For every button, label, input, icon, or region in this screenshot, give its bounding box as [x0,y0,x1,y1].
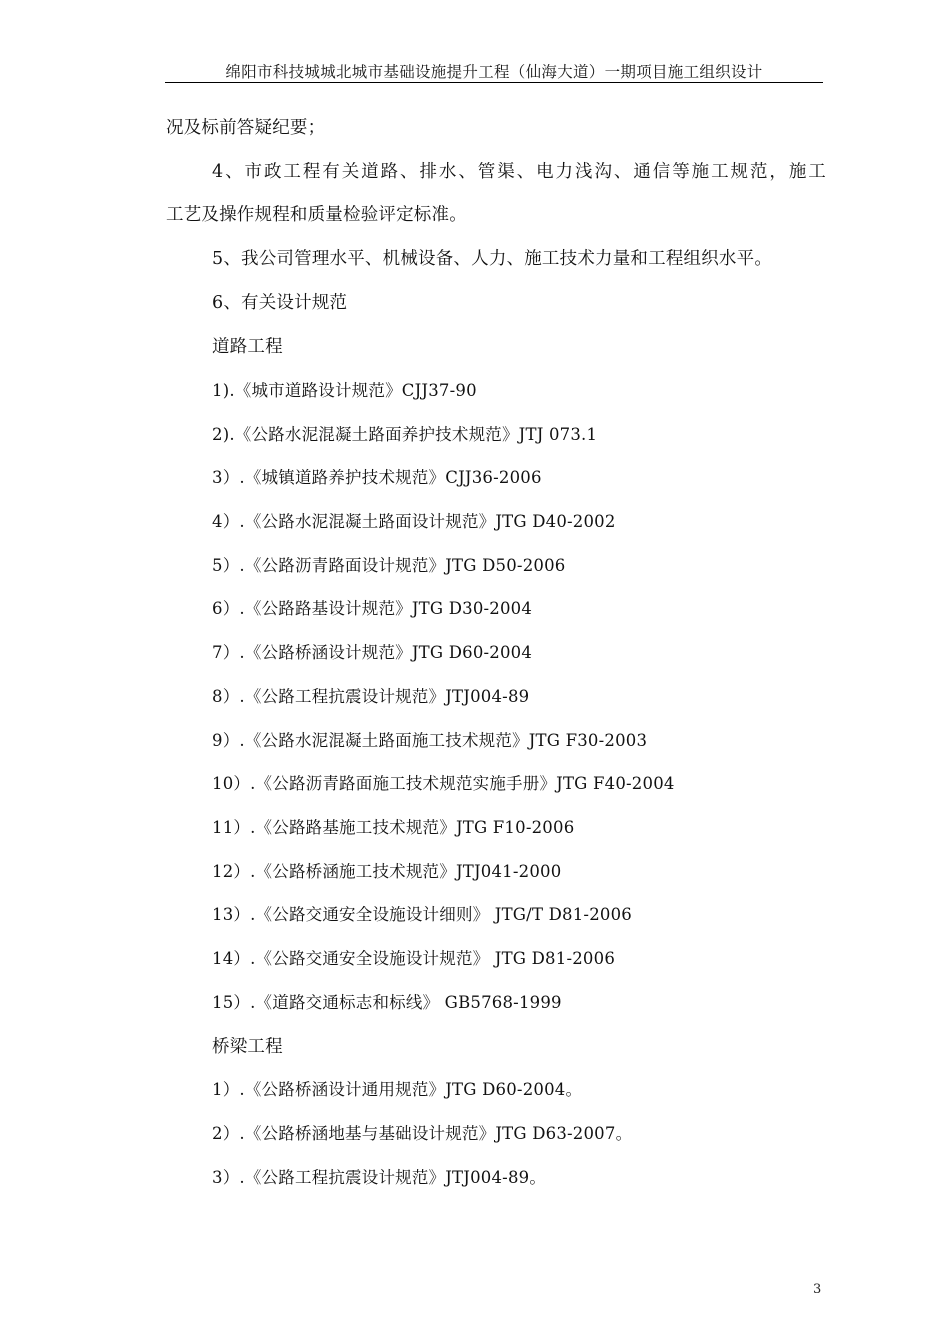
road-reference-item: 5）.《公路沥青路面设计规范》JTG D50-2006 [212,556,566,575]
road-reference-item: 11）.《公路路基施工技术规范》JTG F10-2006 [212,818,575,837]
paragraph-5: 5、我公司管理水平、机械设备、人力、施工技术力量和工程组织水平。 [212,249,773,269]
road-reference-item: 10）.《公路沥青路面施工技术规范实施手册》JTG F40-2004 [212,774,675,793]
paragraph-4-line-2: 工艺及操作规程和质量检验评定标准。 [166,205,467,225]
road-reference-item: 4）.《公路水泥混凝土路面设计规范》JTG D40-2002 [212,512,616,531]
bridge-reference-item: 1）.《公路桥涵设计通用规范》JTG D60-2004。 [212,1080,583,1099]
road-reference-item: 6）.《公路路基设计规范》JTG D30-2004 [212,599,533,618]
bridge-reference-item: 2）.《公路桥涵地基与基础设计规范》JTG D63-2007。 [212,1124,633,1143]
road-reference-item: 14）.《公路交通安全设施设计规范》 JTG D81-2006 [212,949,616,968]
road-reference-item: 1).《城市道路设计规范》CJJ37-90 [212,381,477,400]
page-header-title: 绵阳市科技城城北城市基础设施提升工程（仙海大道）一期项目施工组织设计 [225,63,763,81]
paragraph-4-line-1: 4、市政工程有关道路、排水、管渠、电力浅沟、通信等施工规范，施工 [212,162,826,182]
paragraph-continuation: 况及标前答疑纪要； [166,118,326,138]
bridge-section-heading: 桥梁工程 [212,1037,283,1057]
header-divider [165,82,823,83]
road-reference-item: 3）.《城镇道路养护技术规范》CJJ36-2006 [212,468,542,487]
road-reference-item: 8）.《公路工程抗震设计规范》JTJ004-89 [212,687,530,706]
road-reference-item: 2).《公路水泥混凝土路面养护技术规范》JTJ 073.1 [212,425,598,444]
road-reference-item: 13）.《公路交通安全设施设计细则》 JTG/T D81-2006 [212,905,632,924]
road-section-heading: 道路工程 [212,337,283,357]
paragraph-6: 6、有关设计规范 [212,293,348,313]
road-reference-item: 12）.《公路桥涵施工技术规范》JTJ041-2000 [212,862,562,881]
bridge-reference-item: 3）.《公路工程抗震设计规范》JTJ004-89。 [212,1168,547,1187]
page-number: 3 [813,1282,822,1297]
road-reference-item: 9）.《公路水泥混凝土路面施工技术规范》JTG F30-2003 [212,731,648,750]
road-reference-item: 15）.《道路交通标志和标线》 GB5768-1999 [212,993,562,1012]
road-reference-item: 7）.《公路桥涵设计规范》JTG D60-2004 [212,643,533,662]
